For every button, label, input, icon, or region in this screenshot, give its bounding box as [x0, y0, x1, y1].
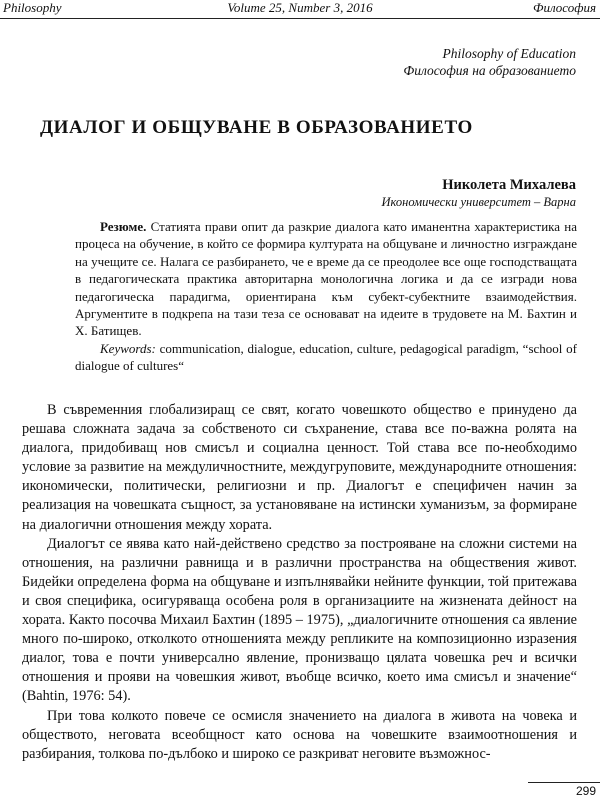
keywords-text: communication, dialogue, education, culture, pedagogical paradigm, “school of dialogue of cultures“ [75, 340, 577, 374]
abstract-text: Статията прави опит да разкрие диалога като иманентна характеристика на процеса на обучение, в който се формира културата на общуване и личностно изграждане на учещите се. Налага се разбирането, че е време да се преодолее все още господстващата в педагогическата практика авторитарна монологична логика и да се изгради нова педагогическа парадигма, ориентирана към субект-субектните взаимодействия. Аргументите в подкрепа на тази теза се основават на идеите в трудовете на М. Бахтин и Х. Батищев. [75, 219, 577, 339]
page-number: 299 [575, 784, 596, 798]
author-affiliation: Икономически университет – Варна [381, 195, 576, 209]
body-paragraph-3: При това колкото повече се осмисля значението на диалога в живота на човека и обществото, неговата всеобщност като основа на човешките взаимоотношения и разбирания, толкова по-дълбоко и широко се разкриват неговите възможнос- [22, 707, 577, 762]
section-label-english: Philosophy of Education [442, 46, 576, 61]
abstract-label: Резюме. [100, 219, 147, 234]
article-body [22, 401, 577, 764]
body-paragraph-2: Диалогът се явява като най-действено средство за построяване на сложни системи на отношения, на различни равнища и в различни пространства на обществения живот. Бидейки определена форма на общуване и изпълнявайки нейните функции, той притежава и своя специфика, осигуряваща особена роля в организациите на жизнената дейност на хората. Както посочва Михаил Бахтин (1895 – 1975), „диалогичните отношения са явление много по-широко, отколкото отношенията между репликите на композиционно изразения диалог, това е почти универсално явление, пронизващо цялата човешка реч и всички отношения и прояви на човешкия живот, въобще всичко, което има смисъл и значение“ (Bahtin, 1976: 54). [22, 535, 577, 705]
body-paragraph-1: В съвременния глобализиращ се свят, когато човешкото общество е принудено да решава сложната задача за собственото си съхранение, става все по-важна ролята на диалога, придобиващ нов смисъл и социална ценност. Той става все по-необходимо условие за развитие на междуличностните, междугруповите, международните отношения: икономически, политически, религиозни и пр. Диалогът е специфичен начин за реализация на човешката същност, за установяване на истински хуманизъм, за формиране на диалогични отношения между хората. [22, 402, 577, 533]
abstract [75, 218, 577, 375]
header-journal-name-bg: Философия [532, 0, 596, 15]
header-journal-name: Philosophy [3, 0, 62, 15]
article-title: ДИАЛОГ И ОБЩУВАНЕ В ОБРАЗОВАНИЕТО [40, 117, 473, 138]
author-block [381, 176, 576, 210]
footer-rule [528, 782, 600, 783]
running-header [0, 0, 600, 19]
section-label-bulgarian: Философия на образованието [403, 63, 576, 78]
section-label [403, 45, 576, 79]
keywords-label: Keywords: [100, 340, 156, 356]
author-name: Николета Михалева [442, 177, 576, 193]
keywords-paragraph [75, 340, 577, 375]
header-volume-info: Volume 25, Number 3, 2016 [227, 0, 373, 15]
abstract-paragraph [75, 218, 577, 340]
